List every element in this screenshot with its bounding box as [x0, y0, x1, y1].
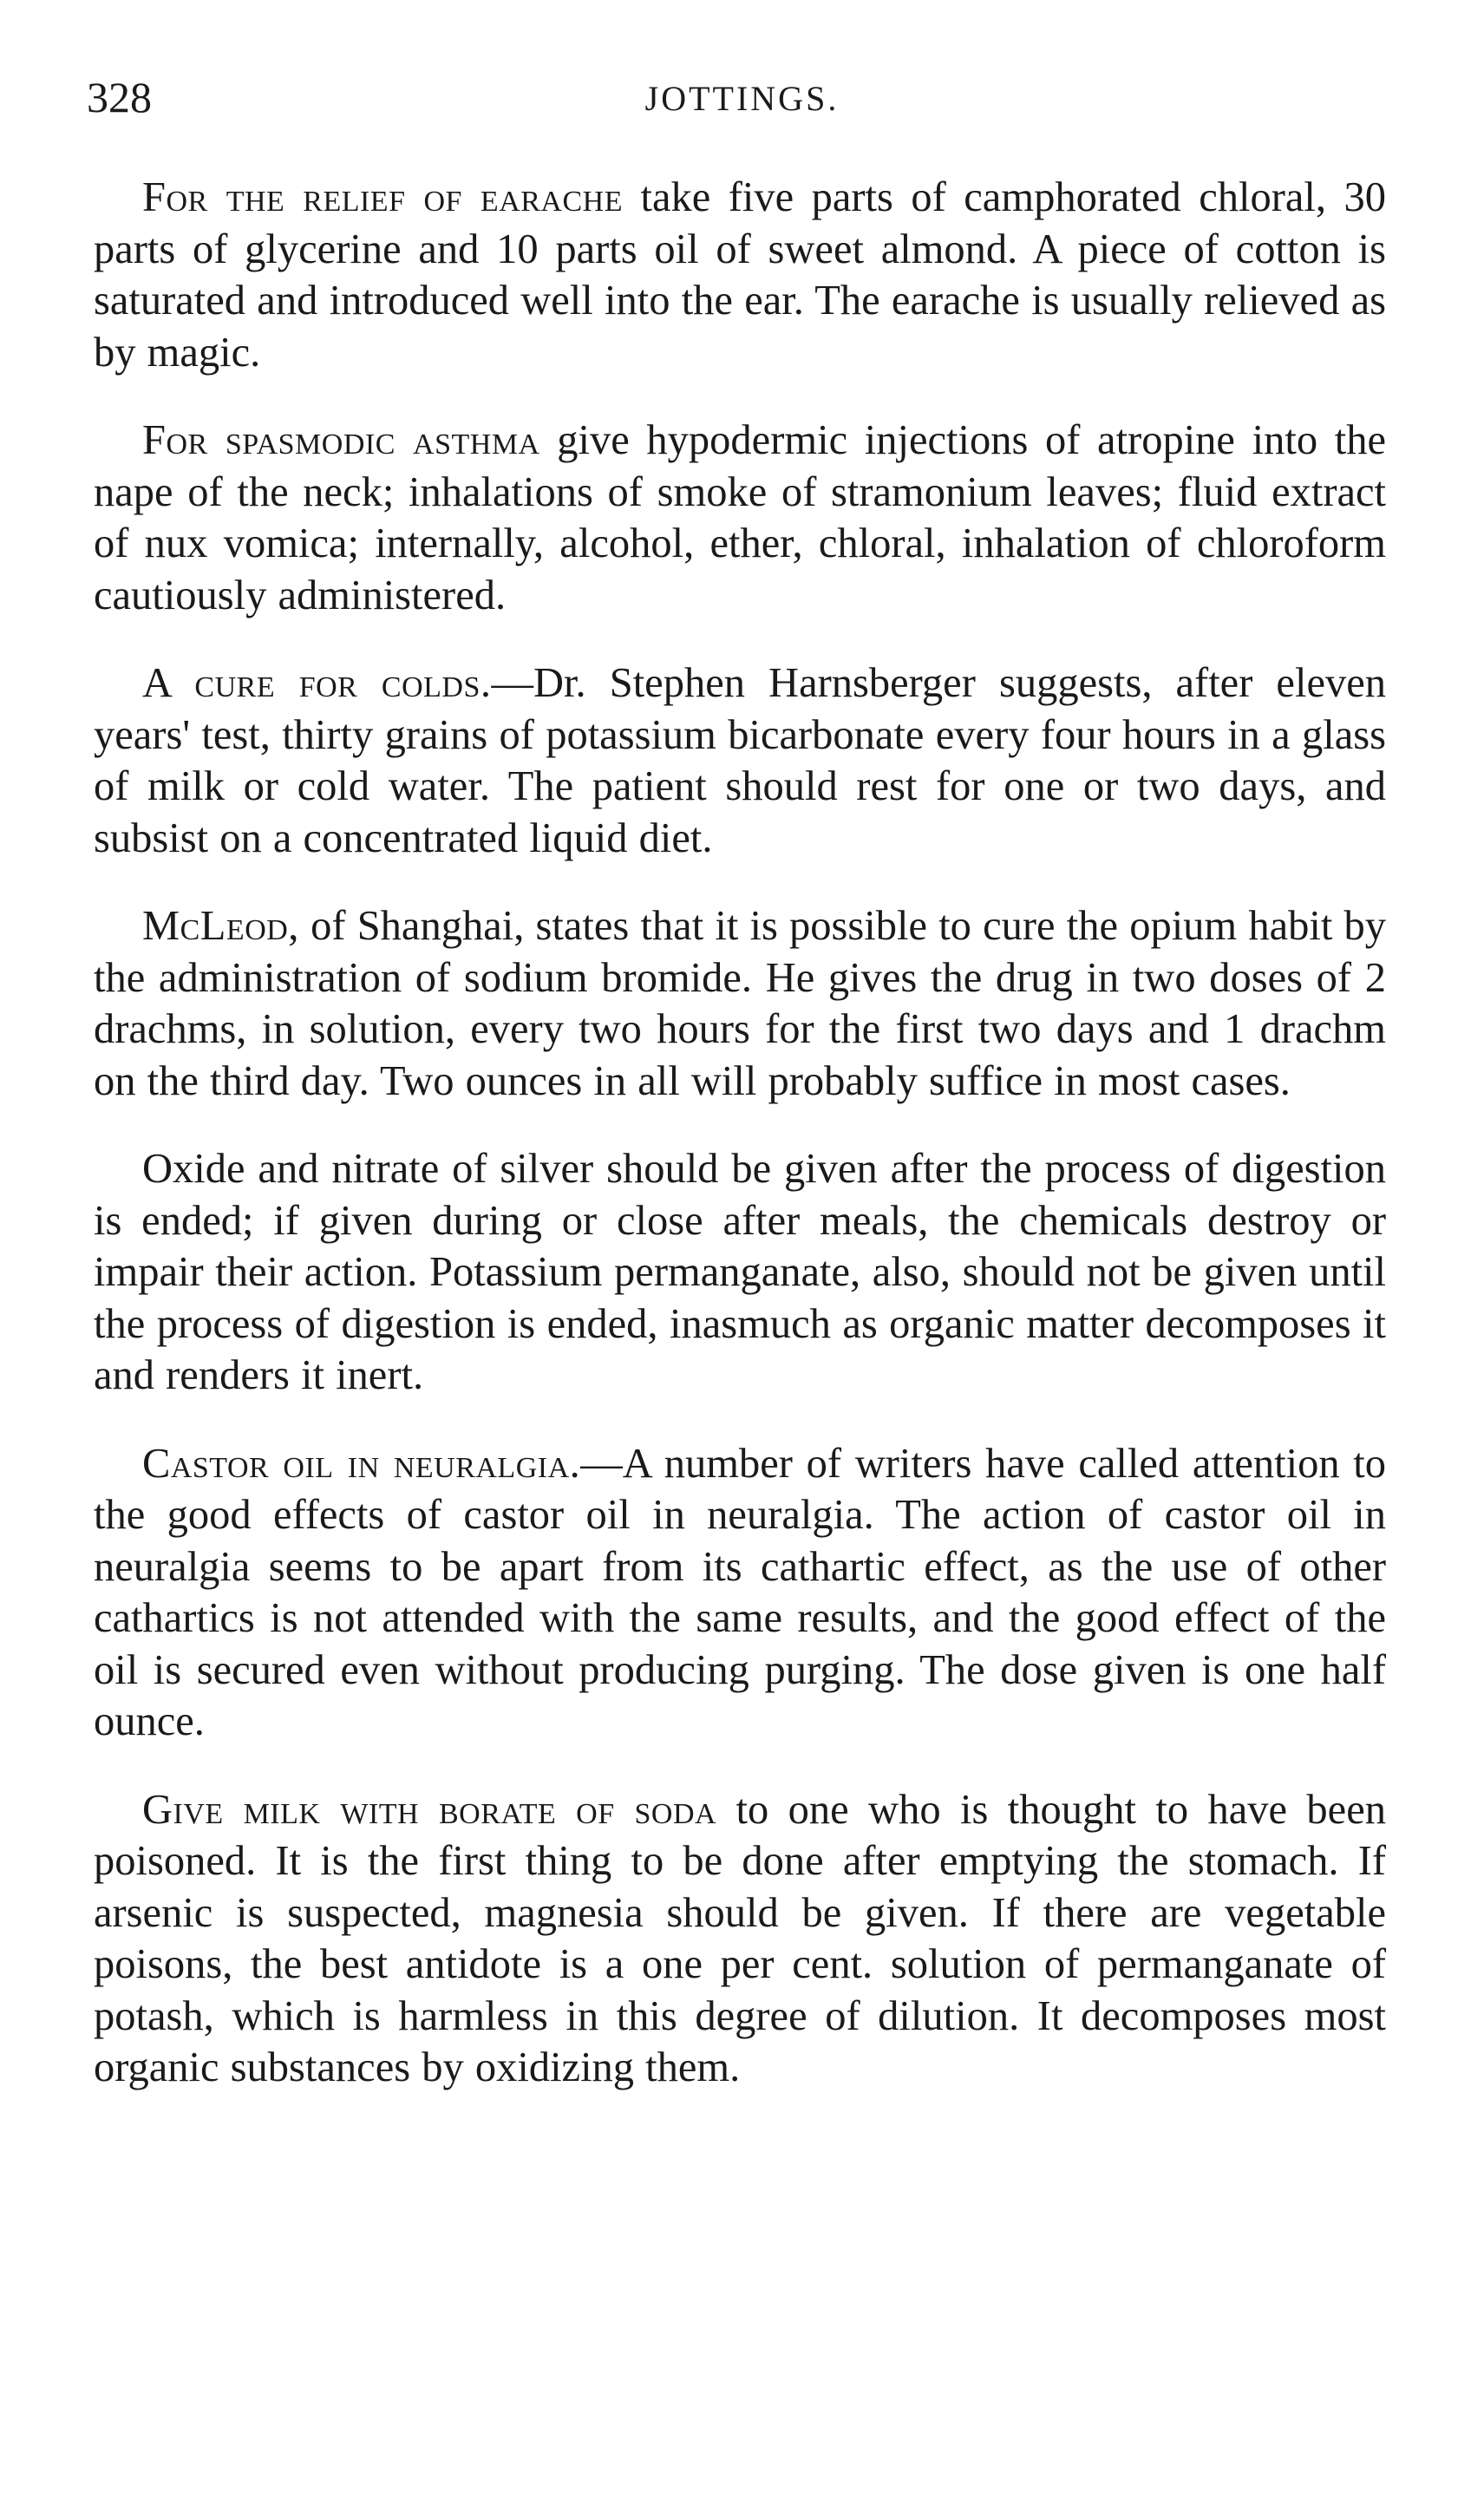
page-number: 328	[87, 73, 152, 121]
paragraph-asthma	[94, 415, 1386, 621]
paragraph-opium	[94, 900, 1386, 1107]
paragraph-castor-oil	[94, 1438, 1386, 1748]
paragraph-lead: Give milk with borate of soda	[142, 1786, 717, 1833]
paragraph-text: —A number of writers have called attention to the good effects of castor oil in neuralgia. The action of castor oil in neuralgia seems to be apart from its cathartic effect, as the use of other cathartics is not attended with the same results, and the good effect of the oil is secured even without producing purging. The dose given is one half ounce.	[94, 1440, 1386, 1744]
paragraph-earache	[94, 172, 1386, 378]
paragraph-lead: Castor oil in neuralgia.	[142, 1440, 581, 1487]
paragraph-lead: McLeod,	[142, 903, 299, 949]
paragraph-text: —Dr. Stephen Harnsberger suggests, after eleven years' test, thirty grains of potassium bicarbonate every four hours in a glass of milk or cold water. The patient should rest for one or two days, and subsist on a concentrated liquid diet.	[94, 660, 1386, 861]
paragraph-silver	[94, 1143, 1386, 1402]
page-body	[94, 172, 1386, 2130]
paragraph-text: Oxide and nitrate of silver should be given after the process of digestion is ended; if given during or close after meals, the chemicals destroy or impair their action. Potassium permanganate, also, should not be given until the process of digestion is ended, inasmuch as organic matter decomposes it and renders it inert.	[94, 1146, 1386, 1398]
paragraph-text: give hypodermic injections of atropine into the nape of the neck; inhalations of smoke of stramonium leaves; fluid extract of nux vomica; internally, alcohol, ether, chloral, inhalation of chloroform cautiously administered.	[94, 417, 1386, 618]
paragraph-lead: For the relief of earache	[142, 174, 623, 220]
paragraph-text: of Shanghai, states that it is possible to cure the opium habit by the administration of sodium bromide. He gives the drug in two doses of 2 drachms, in solution, every two hours for the first two days and 1 drachm on the third day. Two ounces in all will probably suffice in most cases.	[94, 903, 1386, 1104]
paragraph-colds	[94, 657, 1386, 864]
paragraph-poison	[94, 1784, 1386, 2094]
running-title: JOTTINGS.	[644, 79, 840, 118]
paragraph-text: to one who is thought to have been poisoned. It is the first thing to be done after emptying the stomach. If arsenic is suspected, magnesia should be given. If there are vegetable poisons, the best antidote is a one per cent. solution of permanganate of potash, which is harmless in this degree of dilution. It decomposes most organic substances by oxidizing them.	[94, 1786, 1386, 2090]
paragraph-lead: For spasmodic asthma	[142, 417, 540, 463]
paragraph-lead: A cure for colds.	[142, 660, 492, 706]
paragraph-text: take five parts of camphorated chloral, 30 parts of glycerine and 10 parts oil of sweet almond. A piece of cotton is saturated and introduced well into the ear. The earache is usually relieved as by magic.	[94, 174, 1386, 376]
